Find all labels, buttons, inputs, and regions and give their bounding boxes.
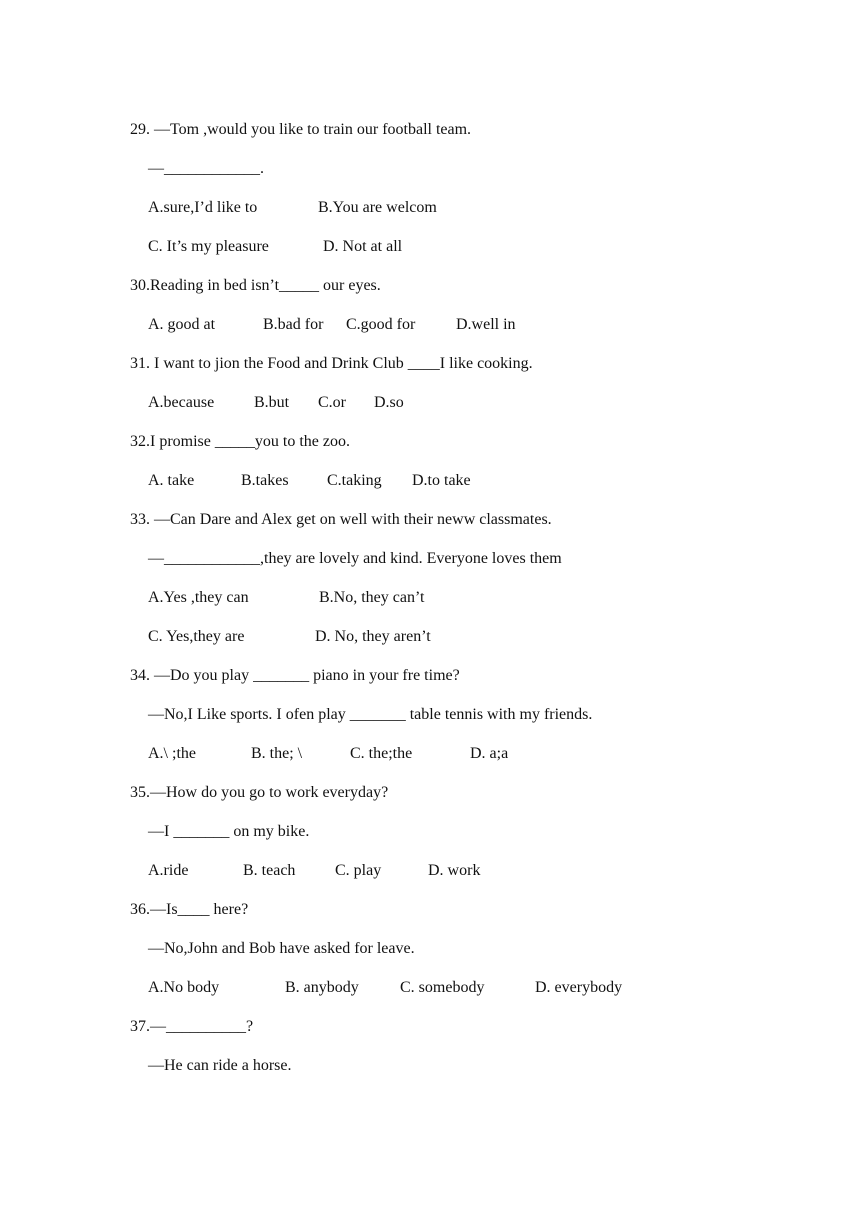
question-31-option-c: C.or: [318, 394, 346, 411]
question-30-option-c: C.good for: [346, 316, 416, 333]
question-36-stem: 36.—Is____ here?: [130, 901, 249, 918]
question-34-option-a: A.\ ;the: [148, 745, 196, 762]
question-34-stem: 34. —Do you play _______ piano in your fre time?: [130, 667, 460, 684]
question-34-option-d: D. a;a: [470, 745, 509, 762]
question-36-option-c: C. somebody: [400, 979, 485, 996]
question-32-option-b: B.takes: [241, 472, 289, 489]
question-31-option-a: A.because: [148, 394, 215, 411]
question-29-option-d: D. Not at all: [323, 238, 403, 255]
question-31-option-b: B.but: [254, 394, 290, 411]
question-33-reply: —____________,they are lovely and kind. Everyone loves them: [148, 550, 562, 567]
question-33-stem: 33. —Can Dare and Alex get on well with their neww classmates.: [130, 511, 552, 528]
question-35-option-a: A.ride: [148, 862, 189, 879]
question-37-stem: 37.—__________?: [130, 1018, 254, 1035]
question-29-stem: 29. —Tom ,would you like to train our football team.: [130, 121, 472, 138]
question-31-stem: 31. I want to jion the Food and Drink Club ____I like cooking.: [130, 355, 533, 372]
question-33-option-d: D. No, they aren’t: [315, 628, 431, 645]
question-35-option-d: D. work: [428, 862, 481, 879]
question-37-reply: —He can ride a horse.: [148, 1057, 292, 1074]
question-36-option-a: A.No body: [148, 979, 220, 996]
question-31-option-d: D.so: [374, 394, 404, 411]
question-30-option-d: D.well in: [456, 316, 516, 333]
question-29-option-b: B.You are welcom: [318, 199, 437, 216]
question-34-option-b: B. the; \: [251, 745, 303, 762]
question-30-option-a: A. good at: [148, 316, 216, 333]
question-34-option-c: C. the;the: [350, 745, 413, 762]
question-35-reply: —I _______ on my bike.: [148, 823, 310, 840]
question-36-option-d: D. everybody: [535, 979, 623, 996]
question-32-option-a: A. take: [148, 472, 195, 489]
question-34-reply: —No,I Like sports. I ofen play _______ table tennis with my friends.: [148, 706, 593, 723]
question-29-option-c: C. It’s my pleasure: [148, 238, 269, 255]
question-36-option-b: B. anybody: [285, 979, 359, 996]
question-30-stem: 30.Reading in bed isn’t_____ our eyes.: [130, 277, 381, 294]
question-32-stem: 32.I promise _____you to the zoo.: [130, 433, 350, 450]
question-30-option-b: B.bad for: [263, 316, 324, 333]
question-29-option-a: A.sure,I’d like to: [148, 199, 258, 216]
question-33-option-c: C. Yes,they are: [148, 628, 245, 645]
question-36-reply: —No,John and Bob have asked for leave.: [148, 940, 415, 957]
question-32-option-d: D.to take: [412, 472, 471, 489]
question-35-stem: 35.—How do you go to work everyday?: [130, 784, 389, 801]
question-32-option-c: C.taking: [327, 472, 382, 489]
question-35-option-c: C. play: [335, 862, 382, 879]
question-33-option-b: B.No, they can’t: [319, 589, 425, 606]
question-35-option-b: B. teach: [243, 862, 296, 879]
question-29-reply: —____________.: [148, 160, 264, 177]
question-33-option-a: A.Yes ,they can: [148, 589, 249, 606]
